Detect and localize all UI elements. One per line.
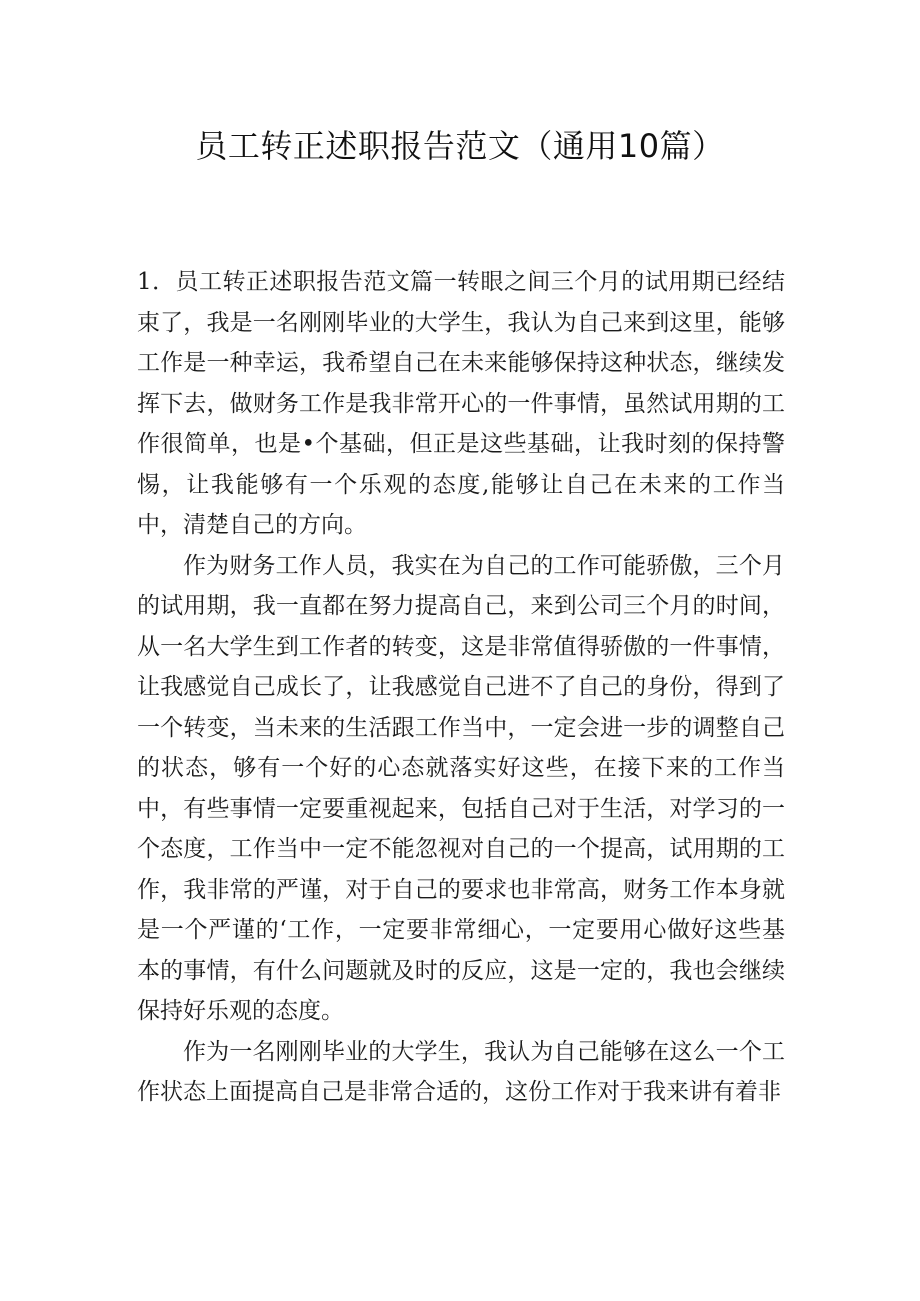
document-body <box>137 262 785 1113</box>
paragraph-2: 作为财务工作人员，我实在为自己的工作可能骄傲，三个月的试用期，我一直都在努力提高自己，来到公司三个月的时间，从一名大学生到工作者的转变，这是非常值得骄傲的一件事情，让我感觉自己成长了，让我感觉自己进不了自己的身份，得到了一个转变，当未来的生活跟工作当中，一定会进一步的调整自己的状态，够有一个好的心态就落实好这些，在接下来的工作当中，有些事情一定要重视起来，包括自己对于生活，对学习的一个态度，工作当中一定不能忽视对自己的一个提高，试用期的工作，我非常的严谨，对于自己的要求也非常高，财务工作本身就是一个严谨的‘工作，一定要非常细心，一定要用心做好这些基本的事情，有什么问题就及时的反应，这是一定的，我也会继续保持好乐观的态度。 <box>137 552 785 1024</box>
paragraph-1: 1．员工转正述职报告范文篇一转眼之间三个月的试用期已经结束了，我是一名刚刚毕业的大学生，我认为自己来到这里，能够工作是一种幸运，我希望自己在未来能够保持这种状态，继续发挥下去，做财务工作是我非常开心的一件事情，虽然试用期的工作很简单，也是•个基础，但正是这些基础，让我时刻的保持警惕，让我能够有一个乐观的态度,能够让自己在未来的工作当中，清楚自己的方向。 <box>137 269 785 538</box>
document-title: 员工转正述职报告范文（通用10篇） <box>195 127 725 165</box>
paragraph-3: 作为一名刚刚毕业的大学生，我认为自己能够在这么一个工作状态上面提高自己是非常合适的，这份工作对于我来讲有着非 <box>137 1038 785 1105</box>
